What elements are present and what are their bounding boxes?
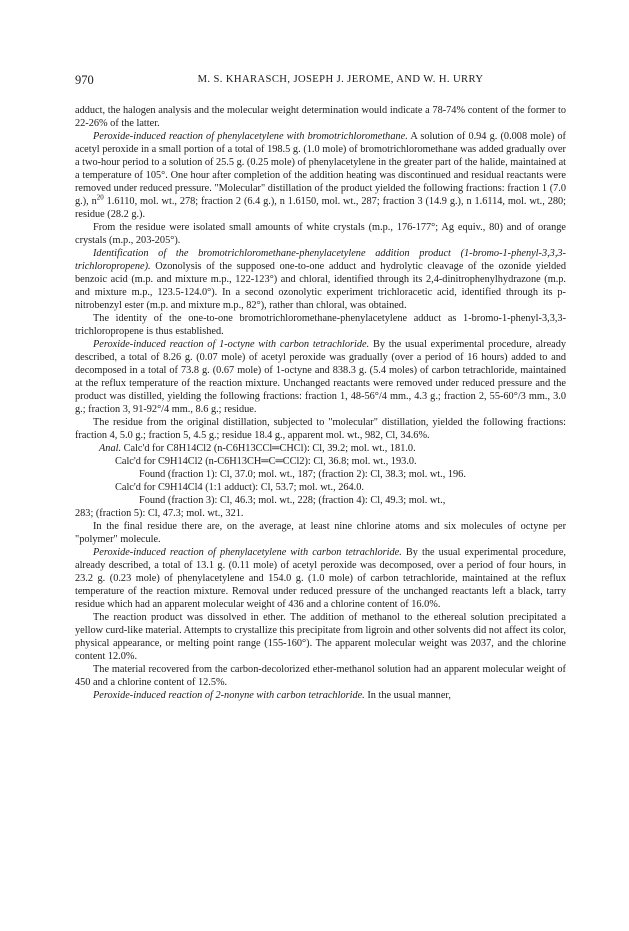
body-text — [75, 104, 566, 702]
paragraph-text: 1.6150, mol. wt., 287; fraction 3 (14.9 g.), n — [284, 196, 472, 207]
paragraph-continuation: adduct, the halogen analysis and the molecular weight determination would indicate a 78-74% content of the former to 22-26% of the latter. — [75, 105, 566, 129]
paragraph-identity: The identity of the one-to-one bromotrichloromethane-phenylacetylene adduct as 1-bromo-1-phenyl-3,3,3-trichloropropene is thus established. — [75, 313, 566, 337]
paragraph-identification — [75, 247, 566, 312]
section-title: Peroxide-induced reaction of phenylacetylene with bromotrichloromethane. — [93, 131, 408, 142]
paragraph-text: A solution of 0.94 g. (0.008 mole) of acetyl peroxide in a small portion of a total of 198.5 g. (1.0 mole) of bromotrichloromethane was added gradually over a two-hour period to a solution of 25.5 g. (0.25 mole) of phenylacetylene in the greater part of the halide, maintained at a temperature of 105°. One hour after completion of the addition heating was discontinued and residual reactants were removed under reduced pressure. "Molecular" distillation of the product yielded the following fractions: fraction 1 (7.0 g.), n — [75, 131, 566, 207]
paragraph-bromotrichloromethane-reaction — [75, 130, 566, 221]
paragraph-reaction-product: The reaction product was dissolved in ether. The addition of methanol to the ethereal solution precipitated a yellow curd-like material. Attempts to crystallize this precipitate from ligroin and other solvents did not affect its color, physical appearance, or melting point range (155-160°). The apparent molecular weight was 2037, and the chlorine content 12.0%. — [75, 612, 566, 662]
paragraph-text: Ozonolysis of the supposed one-to-one adduct and hydrolytic cleavage of the ozonide yielded benzoic acid (m.p. and mixture m.p., 122-123°) and chloral, identified through its 2,4-dinitrophenylhydrazone (m.p. and mixture m.p., 123.5-124.0°). In a second ozonolytic experiment trichloracetic acid, identified through its p-nitrobenzyl ester (m.p. and mixture m.p., 82°), rather than chloral, was obtained. — [75, 261, 566, 311]
paragraph-octyne-reaction — [75, 338, 566, 416]
paragraph-text: In the usual manner, — [364, 690, 451, 701]
running-header-authors: M. S. KHARASCH, JOSEPH J. JEROME, AND W. H. URRY — [197, 74, 484, 85]
paragraph-recovered-material: The material recovered from the carbon-decolorized ether-methanol solution had an apparent molecular weight of 450 and a chlorine content of 12.5%. — [75, 664, 566, 688]
analysis-line: Calc'd for C9H14Cl4 (1:1 adduct): Cl, 53.7; mol. wt., 264.0. — [115, 482, 364, 493]
section-title: Identification of the bromotrichloromethane-phenylacetylene addition product (1-bromo-1-phenyl-3,3,3-trichloropropene). — [75, 248, 566, 272]
paragraph-text: 1.6114, mol. wt., 280; residue (28.2 g.). — [75, 196, 566, 220]
section-title: Peroxide-induced reaction of phenylacetylene with carbon tetrachloride. — [93, 547, 402, 558]
paragraph-text: By the usual experimental procedure, already described, a total of 13.1 g. (0.11 mole) of acetyl peroxide was decomposed, over a period of four hours, in 23.2 g. (0.23 mole) of phenylacetylene and 154.0 g. (1.0 mole) of carbon tetrachloride, maintained at the reflux temperature of the reaction mixture. Removal under reduced pressure of the unchanged reactants left a black, tarry residue which had an apparent molecular weight of 436 and a chlorine content of 16.0%. — [75, 547, 567, 610]
analysis-line: Found (fraction 3): Cl, 46.3; mol. wt., 228; (fraction 4): Cl, 49.3; mol. wt., — [139, 495, 446, 506]
paragraph-phenylacetylene-ccl4 — [75, 546, 566, 611]
analysis-line: Anal. Calc'd for C8H14Cl2 (n-C6H13CCl═CHCl): Cl, 39.2; mol. wt., 181.0. — [99, 443, 416, 454]
paragraph-nonyne-reaction — [75, 689, 566, 702]
section-title: Peroxide-induced reaction of 1-octyne with carbon tetrachloride. — [93, 339, 370, 350]
paragraph-text: 1.6110, mol. wt., 278; fraction 2 (6.4 g.), n — [103, 196, 285, 207]
paragraph-molecular-distillation: The residue from the original distillation, subjected to "molecular" distillation, yielded the following fractions: fraction 4, 5.0 g.; fraction 5, 4.5 g.; residue 18.4 g., apparent mol. wt., 982, Cl, 34.6%. — [75, 417, 566, 441]
analysis-label: Anal. — [99, 443, 122, 454]
paragraph-final-residue: In the final residue there are, on the average, at least nine chlorine atoms and six molecules of octyne per "polymer" molecule. — [75, 521, 566, 545]
paragraph-text: By the usual experimental procedure, already described, a total of 8.26 g. (0.07 mole) of acetyl peroxide was gradually (over a period of 16 hours) added to and decomposed in a total of 73.8 g. (0.67 mole) of 1-octyne and 838.3 g. (5.4 moles) of carbon tetrachloride, maintained at the reflux temperature of the reaction mixture. Unchanged reactants were removed under reduced pressure and the product was distilled, yielding the following fractions: fraction 1, 48-56°/4 mm., 4.3 g.; fraction 2, 55-60°/3 mm., 3.0 g.; fraction 3, 91-92°/4 mm., 8.6 g.; residue. — [75, 339, 567, 415]
analysis-line: Calc'd for C9H14Cl2 (n-C6H13CH═C═CCl2): Cl, 36.8; mol. wt., 193.0. — [115, 456, 417, 467]
paragraph-residue-crystals: From the residue were isolated small amounts of white crystals (m.p., 176-177°; Ag equiv., 80) and of orange crystals (m.p., 203-205°). — [75, 222, 566, 246]
analysis-line: Found (fraction 1): Cl, 37.0; mol. wt., 187; (fraction 2): Cl, 38.3; mol. wt., 196. — [139, 469, 466, 480]
analysis-line-continuation: 283; (fraction 5): Cl, 47.3; mol. wt., 321. — [75, 508, 244, 519]
analysis-block — [75, 442, 566, 507]
section-title: Peroxide-induced reaction of 2-nonyne with carbon tetrachloride. — [93, 690, 365, 701]
page-header — [75, 73, 566, 91]
refractive-index-superscript: 20 — [96, 193, 104, 202]
page-number: 970 — [75, 73, 94, 87]
